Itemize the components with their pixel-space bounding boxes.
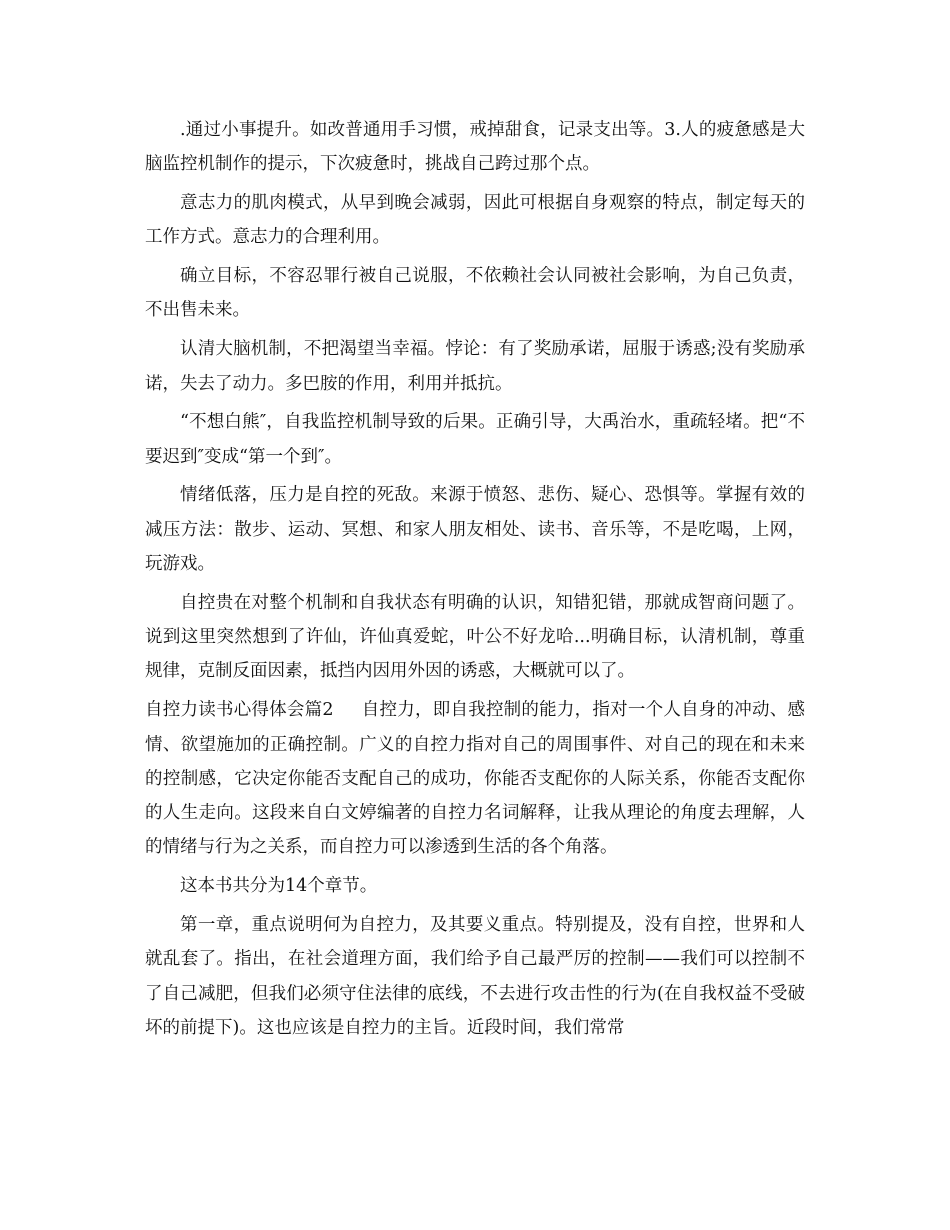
paragraph: 第一章，重点说明何为自控力，及其要义重点。特别提及，没有自控，世界和人就乱套了。指出，在社会道理方面，我们给予自己最严厉的控制——我们可以控制不了自己减肥，但我们必须守住法律的底线，不去进行攻击性的行为(在自我权益不受破坏的前提下)。这也应该是自控力的主旨。近段时间，我们常常 xyxy=(145,915,805,1038)
paragraph: 情绪低落，压力是自控的死敌。来源于愤怒、悲伤、疑心、恐惧等。掌握有效的减压方法：散步、运动、冥想、和家人朋友相处、读书、音乐等，不是吃喝，上网，玩游戏。 xyxy=(145,485,805,575)
paragraph: 意志力的肌肉模式，从早到晚会减弱，因此可根据自身观察的特点，制定每天的工作方式。意志力的合理利用。 xyxy=(145,193,805,248)
section-title: 自控力读书心得体会篇2 xyxy=(145,700,334,721)
document-body xyxy=(145,113,805,1050)
paragraph: 认清大脑机制，不把渴望当幸福。悖论：有了奖励承诺，屈服于诱惑;没有奖励承诺，失去了动力。多巴胺的作用，利用并抵抗。 xyxy=(145,339,805,394)
paragraph: 这本书共分为14个章节。 xyxy=(180,876,378,897)
section-body: 自控力，即自我控制的能力，指对一个人自身的冲动、感情、欲望施加的正确控制。广义的自控力指对自己的周围事件、对自己的现在和未来的控制感，它决定你能否支配自己的成功，你能否支配你的人际关系，你能否支配你的人生走向。这段来自白文婷编著的自控力名词解释，让我从理论的角度去理解，人的情绪与行为之关系，而自控力可以渗透到生活的各个角落。 xyxy=(145,700,806,858)
paragraph: 自控贵在对整个机制和自我状态有明确的认识，知错犯错，那就成智商问题了。说到这里突然想到了许仙，许仙真爱蛇，叶公不好龙哈...明确目标，认清机制，尊重规律，克制反面因素，抵挡内因用外因的诱惑，大概就可以了。 xyxy=(145,592,805,682)
paragraph: “不想白熊″，自我监控机制导致的后果。正确引导，大禹治水，重疏轻堵。把“不要迟到″变成“第一个到″。 xyxy=(145,412,805,467)
paragraph: 确立目标，不容忍罪行被自己说服，不依赖社会认同被社会影响，为自己负责，不出售未来。 xyxy=(145,266,805,321)
section-2-paragraph xyxy=(145,693,805,864)
paragraph: .通过小事提升。如改普通用手习惯，戒掉甜食，记录支出等。3.人的疲惫感是大脑监控机制作的提示，下次疲惫时，挑战自己跨过那个点。 xyxy=(145,120,805,175)
